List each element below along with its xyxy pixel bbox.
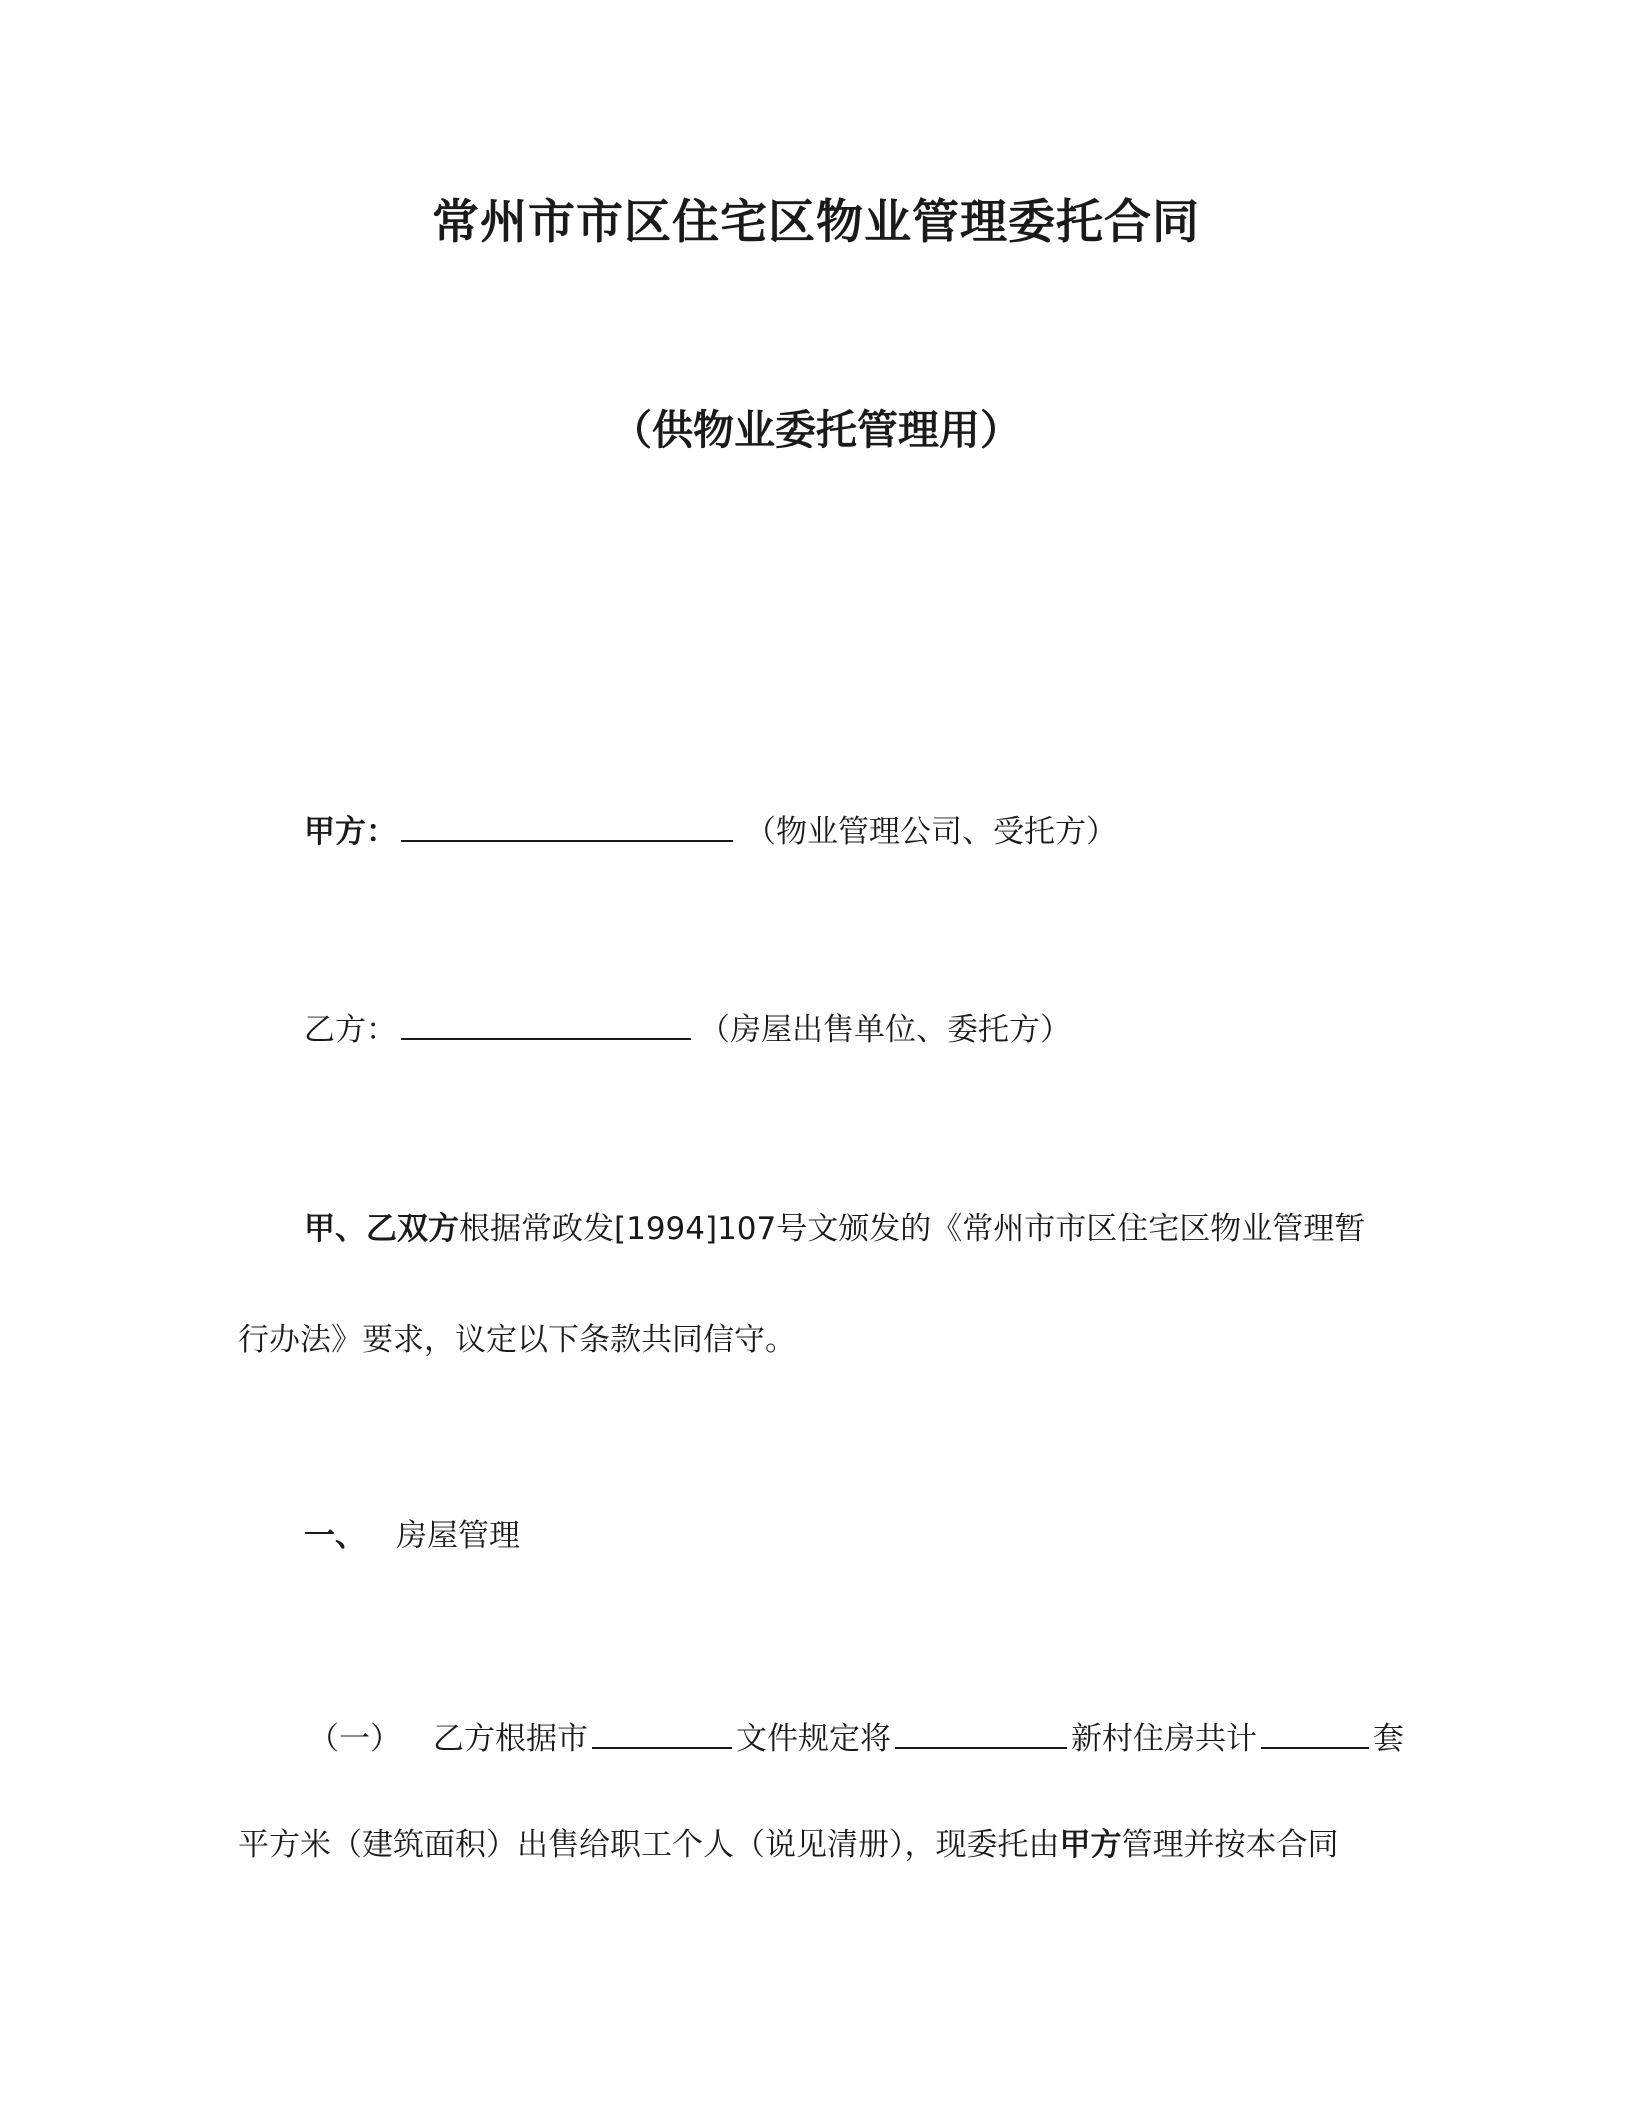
clause-1-text-5: 平方米（建筑面积）出售给职工个人（说见清册），现委托由 — [238, 1827, 1060, 1863]
clause-1-blank-estate — [895, 1713, 1067, 1749]
clause-1-number: （一） — [308, 1721, 401, 1757]
document-title: 常州市市区住宅区物业管理委托合同 — [432, 195, 1200, 250]
party-b-line — [304, 1004, 1071, 1052]
preamble-text-1: 根据常政发[1994]107号文颁发的《常州市市区住宅区物业管理暂 — [459, 1211, 1366, 1247]
clause-1-blank-document — [592, 1713, 732, 1749]
section-1-title: 房屋管理 — [396, 1518, 520, 1554]
clause-1-blank-units — [1261, 1713, 1369, 1749]
clause-1-line-1 — [308, 1713, 1404, 1761]
clause-1-text-2: 文件规定将 — [736, 1721, 891, 1757]
party-b-blank — [401, 1004, 691, 1040]
party-b-label: 乙方： — [304, 1012, 397, 1048]
preamble-line-1 — [304, 1207, 1365, 1251]
preamble-parties: 甲、乙双方 — [304, 1211, 459, 1247]
section-1-number: 一、 — [304, 1518, 366, 1554]
clause-1-text-1: 乙方根据市 — [433, 1721, 588, 1757]
preamble-text-2: 行办法》要求，议定以下条款共同信守。 — [238, 1322, 796, 1358]
section-1-heading — [304, 1514, 520, 1558]
clause-1-text-3: 新村住房共计 — [1071, 1721, 1257, 1757]
clause-1-line-2 — [238, 1823, 1339, 1867]
clause-1-party-a: 甲方 — [1059, 1827, 1122, 1863]
party-b-note: （房屋出售单位、委托方） — [699, 1012, 1071, 1048]
party-a-label: 甲方： — [304, 814, 397, 850]
clause-1-text-4: 套 — [1373, 1721, 1404, 1757]
document-subtitle: （供物业委托管理用） — [611, 406, 1021, 454]
party-a-blank — [401, 806, 733, 842]
party-a-note: （物业管理公司、受托方） — [745, 814, 1117, 850]
preamble-line-2 — [238, 1318, 796, 1362]
clause-1-text-6: 管理并按本合同 — [1121, 1827, 1339, 1863]
party-a-line — [304, 806, 1117, 854]
